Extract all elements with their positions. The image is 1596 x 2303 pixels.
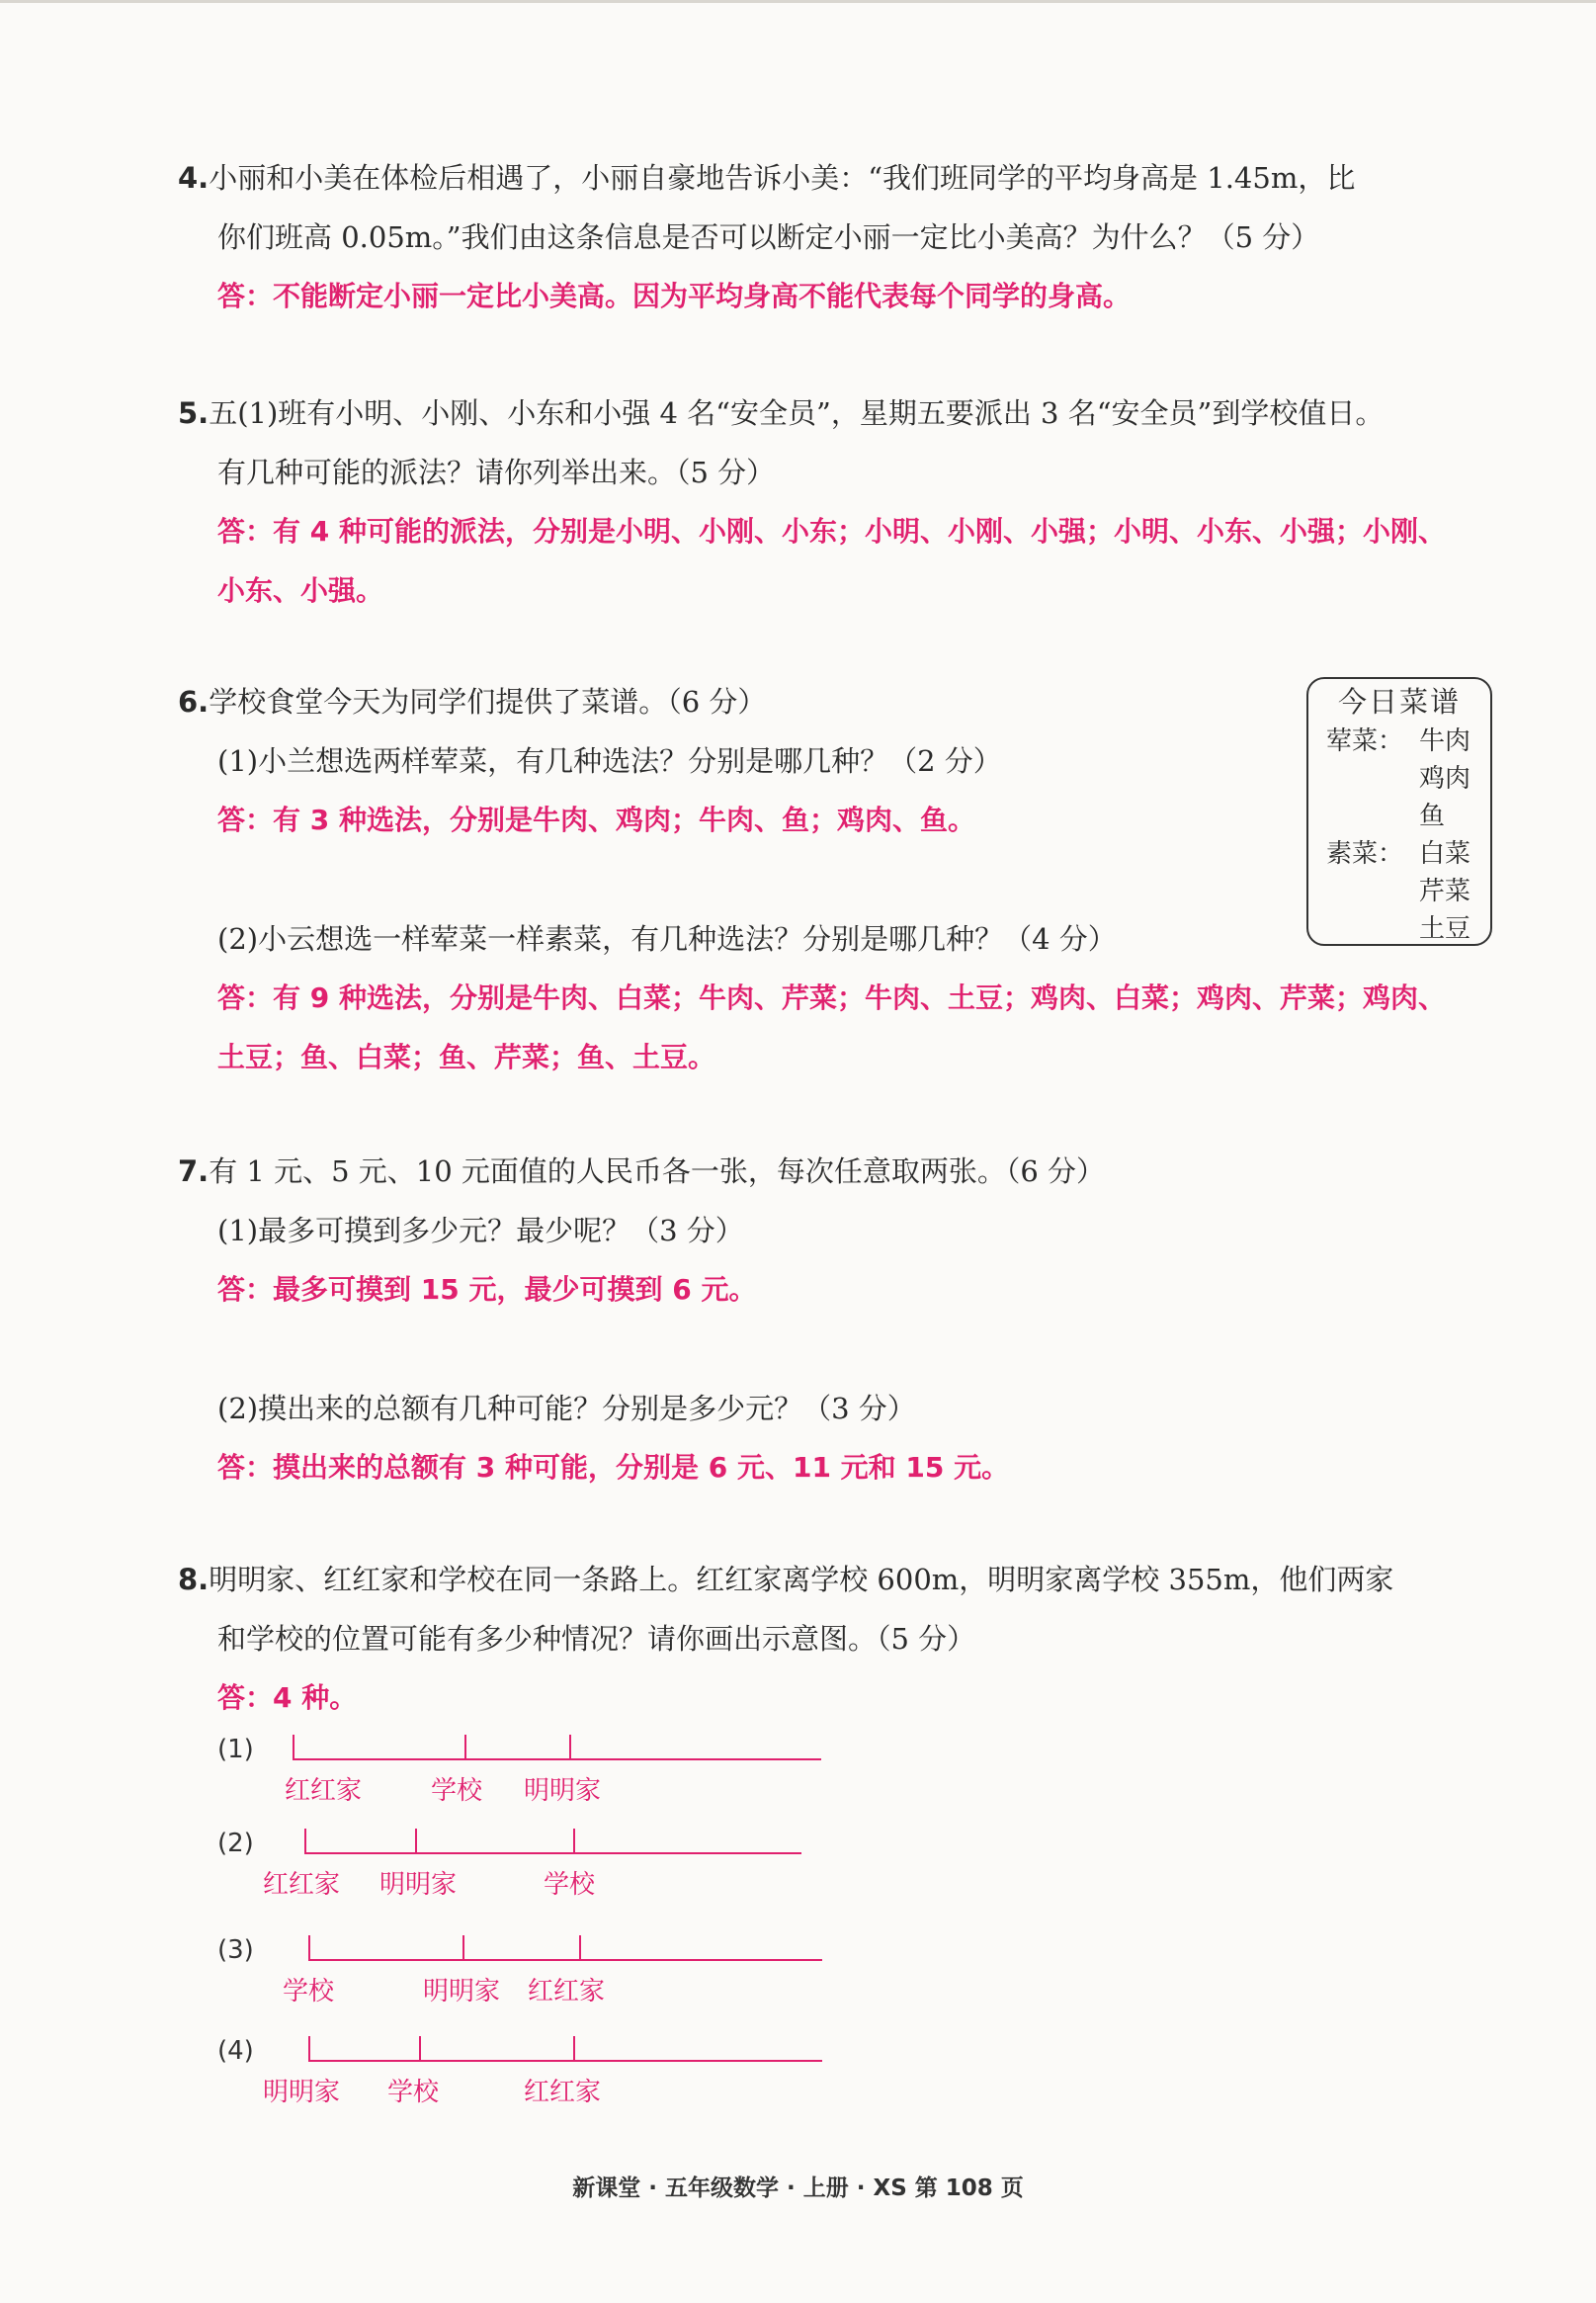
tick-mark [569,1735,571,1760]
answer-text: 答：有 4 种可能的派法，分别是小明、小刚、小东；小明、小刚、小强；小明、小东、小强；小刚、 [217,515,1446,548]
tick-mark [419,2036,421,2062]
point-label: 明明家 [263,2078,341,2107]
menu-item: 白菜 [1419,839,1471,869]
question-text: 学校食堂今天为同学们提供了菜谱。（6 分） [209,685,767,719]
number-line [308,2060,822,2062]
point-label: 明明家 [379,1870,458,1900]
question-5 [178,384,1492,621]
point-label: 学校 [283,1977,335,2006]
top-border [0,0,1596,3]
tick-mark [579,1935,581,1961]
tick-mark [308,1935,310,1961]
answer-text: 答：4 种。 [217,1681,358,1714]
point-label: 明明家 [524,1776,602,1806]
question-number: 5. [178,396,210,430]
tick-mark [304,1829,306,1854]
tick-mark [573,1829,575,1854]
question-4 [178,148,1492,326]
question-text: 五(1)班有小明、小刚、小东和小强 4 名“安全员”，星期五要派出 3 名“安全员”到学校值日。 [209,396,1385,430]
question-number: 4. [178,161,210,195]
tick-mark [415,1829,417,1854]
answer-text: 答：不能断定小丽一定比小美高。因为平均身高不能代表每个同学的身高。 [217,280,1132,312]
diagram-label: (4) [217,2036,254,2066]
point-label: 红红家 [524,2078,602,2107]
question-number: 6. [178,685,210,719]
question-text: 小丽和小美在体检后相遇了，小丽自豪地告诉小美：“我们班同学的平均身高是 1.45m，比 [209,161,1356,195]
point-label: 红红家 [263,1870,341,1900]
answer-text: 答：有 3 种选法，分别是牛肉、鸡肉；牛肉、鱼；鸡肉、鱼。 [217,804,975,836]
question-text: 和学校的位置可能有多少种情况？请你画出示意图。（5 分） [217,1622,976,1656]
sub-question: (2)小云想选一样荤菜一样素菜，有几种选法？分别是哪几种？（4 分） [217,922,1117,956]
answer-text: 答：摸出来的总额有 3 种可能，分别是 6 元、11 元和 15 元。 [217,1451,1010,1484]
question-text: 有几种可能的派法？请你列举出来。（5 分） [217,456,776,489]
menu-item: 牛肉 [1419,726,1471,756]
tick-mark [573,2036,575,2062]
point-label: 学校 [431,1776,483,1806]
question-number: 7. [178,1154,210,1188]
menu-veg-label: 素菜： [1326,839,1404,869]
sub-question: (1)最多可摸到多少元？最少呢？（3 分） [217,1214,744,1247]
question-number: 8. [178,1563,210,1596]
answer-text: 小东、小强。 [217,574,384,607]
page-footer: 新课堂 · 五年级数学 · 上册 · XS 第 108 页 [572,2175,1024,2201]
menu-title: 今日菜谱 [1337,685,1461,719]
sub-question: (2)摸出来的总额有几种可能？分别是多少元？（3 分） [217,1392,916,1425]
menu-box [1306,677,1492,946]
menu-item: 芹菜 [1419,877,1471,906]
tick-mark [308,2036,310,2062]
tick-mark [462,1935,464,1961]
answer-text: 答：有 9 种选法，分别是牛肉、白菜；牛肉、芹菜；牛肉、土豆；鸡肉、白菜；鸡肉、芹菜；鸡肉、 [217,981,1446,1014]
number-line [304,1852,801,1854]
question-7 [178,1142,1492,1497]
diagram-label: (2) [217,1829,254,1858]
menu-item: 鸡肉 [1419,764,1471,794]
point-label: 红红家 [528,1977,606,2006]
question-text: 有 1 元、5 元、10 元面值的人民币各一张，每次任意取两张。（6 分） [209,1154,1106,1188]
tick-mark [293,1735,294,1760]
menu-item: 土豆 [1419,914,1471,944]
number-line [308,1959,822,1961]
point-label: 学校 [544,1870,596,1900]
menu-item: 鱼 [1419,802,1446,831]
point-label: 明明家 [423,1977,501,2006]
answer-text: 土豆；鱼、白菜；鱼、芹菜；鱼、土豆。 [217,1041,716,1073]
question-6 [178,672,1492,1087]
question-text: 你们班高 0.05m。”我们由这条信息是否可以断定小丽一定比小美高？为什么？（5 分） [217,220,1320,254]
tick-mark [464,1735,466,1760]
point-label: 红红家 [285,1776,363,1806]
answer-text: 答：最多可摸到 15 元，最少可摸到 6 元。 [217,1273,757,1306]
diagram-label: (3) [217,1935,254,1965]
diagram-label: (1) [217,1735,254,1764]
sub-question: (1)小兰想选两样荤菜，有几种选法？分别是哪几种？（2 分） [217,744,1002,778]
question-text: 明明家、红红家和学校在同一条路上。红红家离学校 600m，明明家离学校 355m，他们两家 [209,1563,1394,1596]
point-label: 学校 [387,2078,440,2107]
menu-meat-label: 荤菜： [1326,726,1404,756]
question-8 [178,1550,1492,1728]
number-line [293,1758,821,1760]
